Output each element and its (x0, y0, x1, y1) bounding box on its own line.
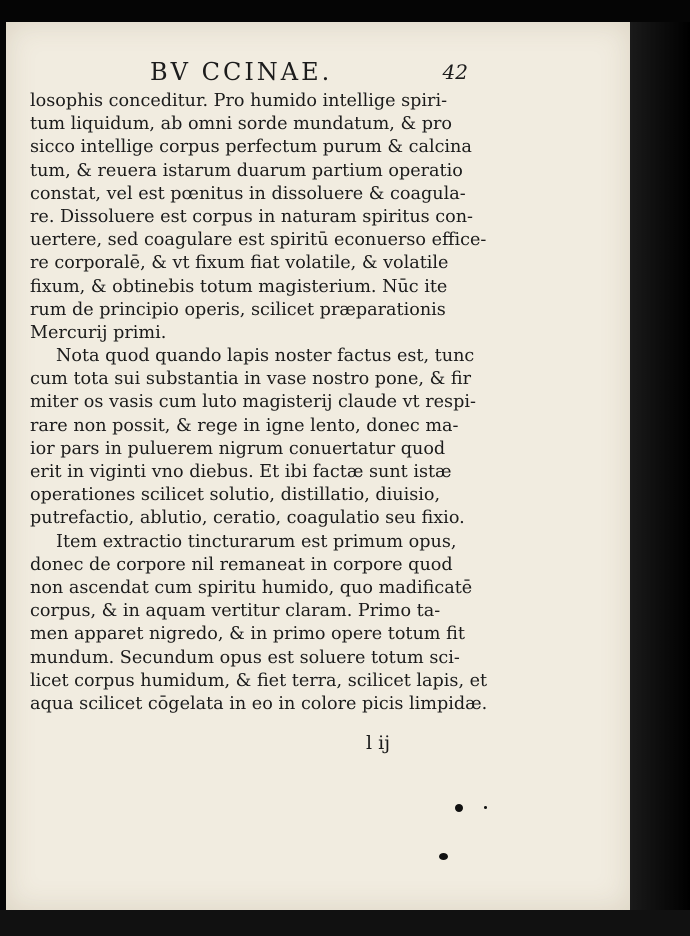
text-line: sicco intellige corpus perfectum purum & calcina (30, 137, 472, 158)
text-line: aqua scilicet cōgelata in eo in colore picis limpidæ. (30, 693, 488, 714)
page-gutter (630, 22, 690, 910)
text-line: erit in viginti vno diebus. Et ibi factæ sunt istæ (30, 462, 452, 482)
text-line: re. Dissoluere est corpus in naturam spiritus con- (30, 206, 473, 227)
text-line: non ascendat cum spiritu humido, quo madificatē (30, 577, 473, 598)
text-line: licet corpus humidum, & fiet terra, scilicet lapis, et (30, 670, 488, 691)
text-line: cum tota sui substantia in vase nostro pone, & fir (30, 369, 471, 390)
signature-mark: l ij (366, 732, 391, 754)
folio-number: 42 (442, 60, 468, 84)
text-line: tum, & reuera istarum duarum partium operatio (30, 160, 463, 181)
page-header (150, 58, 468, 86)
text-line: Mercurij primi. (30, 322, 167, 343)
text-line: Item extractio tincturarum est primum opus, (56, 531, 457, 552)
text-line: rare non possit, & rege in igne lento, donec ma- (30, 415, 459, 436)
text-line: men apparet nigredo, & in primo opere totum fit (30, 624, 465, 645)
text-line: operationes scilicet solutio, distillatio, diuisio, (30, 485, 441, 506)
ink-spot (439, 853, 448, 860)
text-line: uertere, sed coagulare est spiritū econuerso effice- (30, 230, 487, 251)
ink-spot (484, 806, 487, 809)
text-line: donec de corpore nil remaneat in corpore quod (30, 554, 453, 575)
text-line: fixum, & obtinebis totum magisterium. Nūc ite (30, 276, 448, 297)
text-line: constat, vel est pœnitus in dissoluere & coagula- (30, 183, 466, 204)
ink-spot (455, 804, 463, 812)
page-bottom-edge (0, 910, 690, 936)
text-line: tum liquidum, ab omni sorde mundatum, & pro (30, 114, 452, 135)
text-line: ior pars in puluerem nigrum conuertatur quod (30, 438, 446, 459)
text-line: putrefactio, ablutio, ceratio, coagulatio seu fixio. (30, 508, 465, 529)
body-text (30, 90, 488, 716)
text-line: Nota quod quando lapis noster factus est, tunc (56, 346, 475, 367)
text-line: miter os vasis cum luto magisterij claude vt respi- (30, 392, 476, 413)
text-line: corpus, & in aquam vertitur claram. Primo ta- (30, 601, 441, 622)
text-line: mundum. Secundum opus est soluere totum sci- (30, 647, 460, 668)
text-line: rum de principio operis, scilicet præparationis (30, 299, 446, 320)
text-line: losophis conceditur. Pro humido intellige spiri- (30, 91, 448, 111)
running-title: BV CCINAE. (150, 58, 333, 86)
text-line: re corporalē, & vt fixum fiat volatile, & volatile (30, 253, 449, 274)
